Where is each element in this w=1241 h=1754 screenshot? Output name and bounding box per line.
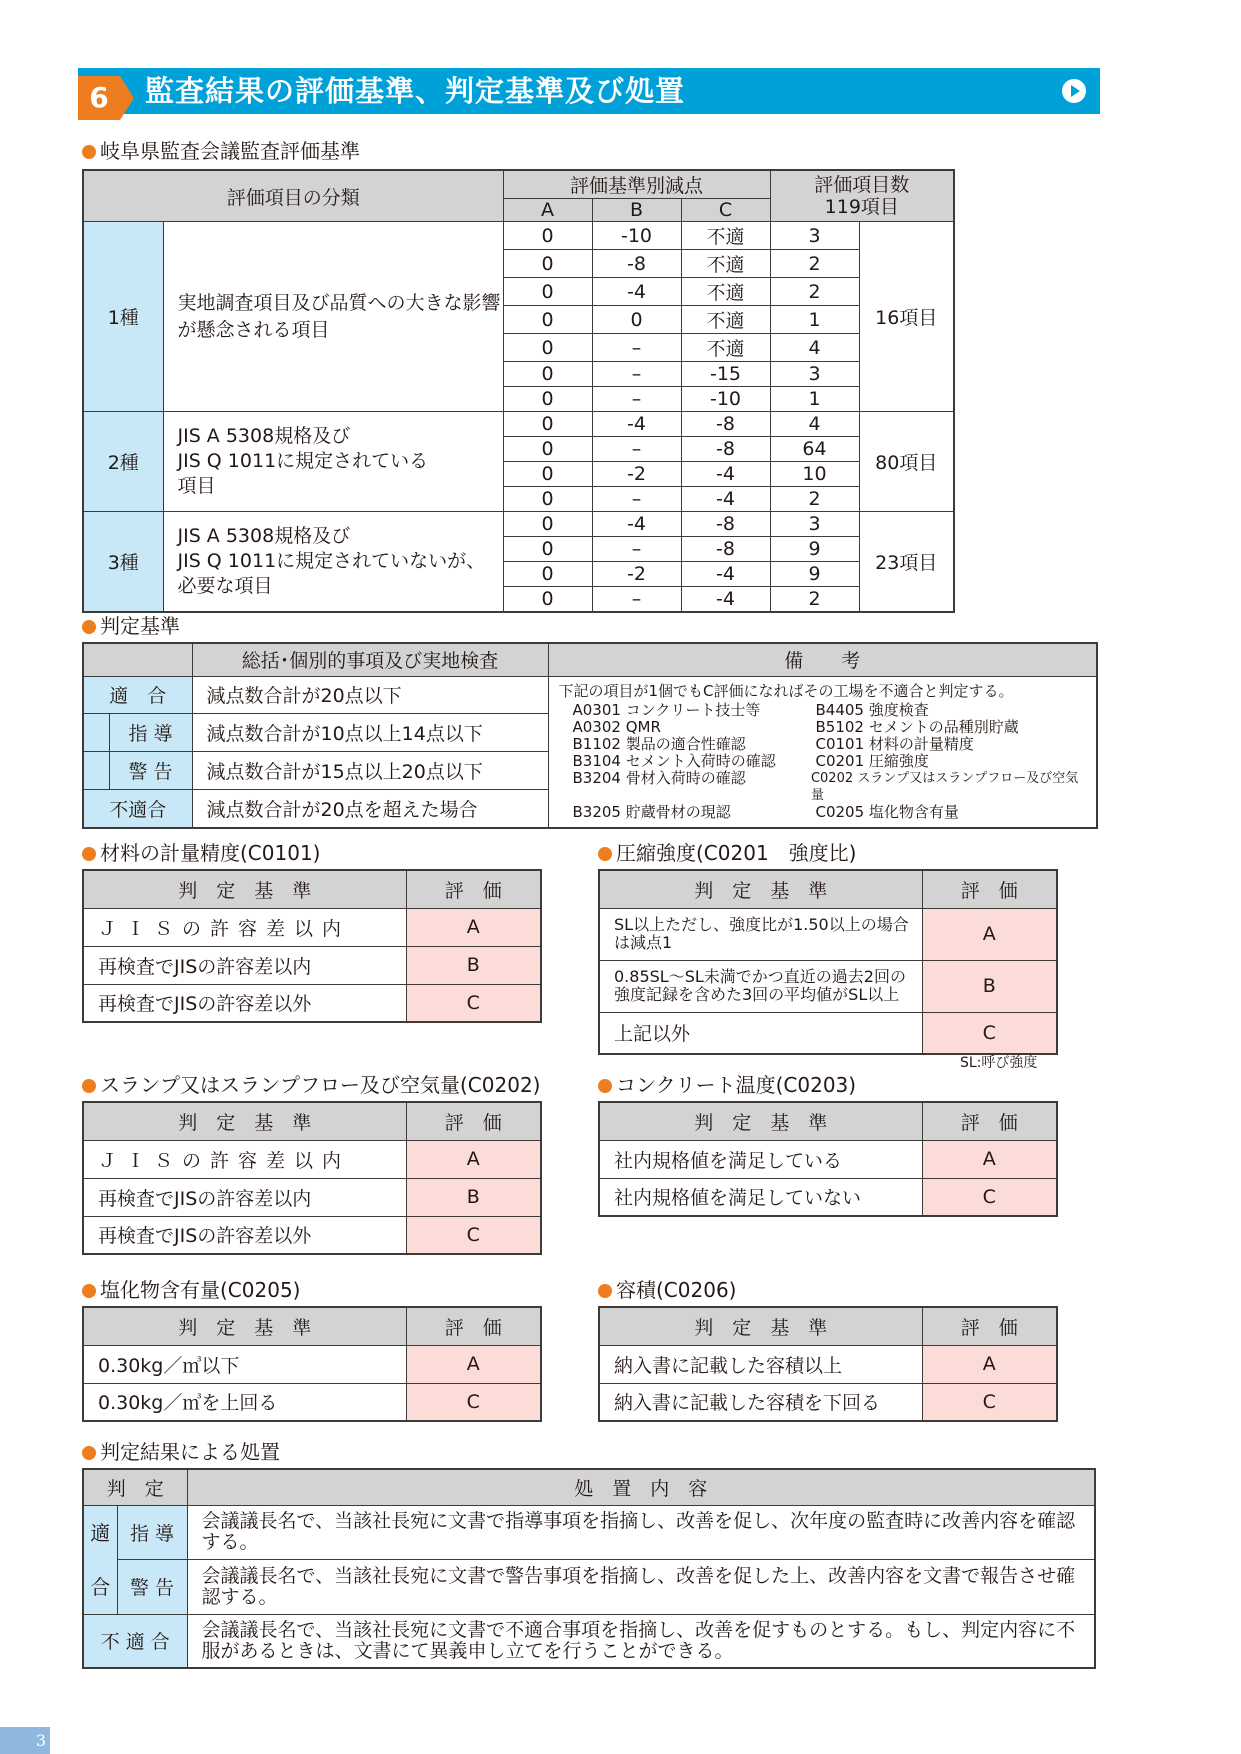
cell-a: 0 — [503, 278, 592, 306]
c0205-heading: 塩化物含有量(C0205) — [82, 1278, 300, 1302]
cell-b: 0 — [592, 306, 681, 334]
cell-count: 9 — [770, 537, 859, 562]
eval-header: 評 価 — [922, 1102, 1057, 1140]
note-item: B3204 骨材入荷時の確認 C0202 スランプ又はスランプフロー及び空気量 — [572, 768, 1079, 803]
cell-count: 2 — [770, 250, 859, 278]
cell-c: -15 — [681, 362, 770, 387]
cell-c: -4 — [681, 562, 770, 587]
cell-a: 0 — [503, 537, 592, 562]
col-count: 評価項目数 119項目 — [770, 170, 954, 222]
criteria-header: 判 定 基 準 — [83, 1307, 406, 1345]
judgement-header-blank — [83, 643, 192, 676]
cell-a: 0 — [503, 437, 592, 462]
eval-cell: C — [922, 1012, 1057, 1054]
cell-a: 0 — [503, 562, 592, 587]
criteria-cell: 再検査でJISの許容差以外 — [83, 1216, 406, 1254]
cell-b: – — [592, 334, 681, 362]
cell-count: 2 — [770, 587, 859, 612]
criteria-cell: 上記以外 — [599, 1012, 922, 1054]
cell-count: 1 — [770, 306, 859, 334]
criteria-header: 判 定 基 準 — [83, 1102, 406, 1140]
cell-b: -2 — [592, 462, 681, 487]
eval-header: 評 価 — [922, 1307, 1057, 1345]
c0202-heading: スランプ又はスランプフロー及び空気量(C0202) — [82, 1073, 540, 1097]
cell-count: 3 — [770, 222, 859, 250]
eval-cell: C — [406, 1383, 541, 1421]
c0206-table — [598, 1306, 1058, 1422]
cell-a: 0 — [503, 462, 592, 487]
cell-b: – — [592, 362, 681, 387]
c0201-table — [598, 869, 1058, 1055]
cell-a: 0 — [503, 587, 592, 612]
action-heading: 判定結果による処置 — [82, 1440, 280, 1464]
group-desc: 実地調査項目及び品質への大きな影響が懸念される項目 — [163, 222, 503, 412]
group-type: 1種 — [83, 222, 163, 412]
cell-count: 3 — [770, 362, 859, 387]
cell-b: – — [592, 587, 681, 612]
c0203-heading: コンクリート温度(C0203) — [598, 1073, 856, 1097]
cell-c: -8 — [681, 537, 770, 562]
judge-label: 指 導 — [109, 714, 192, 752]
action-text: 会議議長名で、当該社長宛に文書で警告事項を指摘し、改善を促した上、改善内容を文書で報告させ確認する。 — [187, 1560, 1095, 1615]
cell-a: 0 — [503, 250, 592, 278]
col-note: 備 考 — [548, 643, 1097, 676]
c0206-heading: 容積(C0206) — [598, 1278, 736, 1302]
criteria-cell: 0.30kg／㎥を上回る — [83, 1383, 406, 1421]
bullet-icon — [82, 1079, 96, 1093]
cell-a: 0 — [503, 487, 592, 512]
cell-c: -4 — [681, 487, 770, 512]
note-intro: 下記の項目が1個でもC評価になればその工場を不適合と判定する。 — [558, 681, 1014, 700]
eval-cell: B — [922, 960, 1057, 1012]
play-icon[interactable] — [1062, 79, 1086, 103]
criteria-header: 判 定 基 準 — [599, 1307, 922, 1345]
section-number-arrow — [120, 76, 134, 120]
cell-b: – — [592, 487, 681, 512]
action-table — [82, 1468, 1096, 1669]
c0101-heading: 材料の計量精度(C0101) — [82, 841, 320, 865]
evaluation-heading: 岐阜県監査会議監査評価基準 — [82, 139, 360, 163]
c0205-table — [82, 1306, 542, 1422]
criteria-cell: ＪＩＳの許容差以内 — [83, 1140, 406, 1178]
criteria-cell: 再検査でJISの許容差以内 — [83, 1178, 406, 1216]
judge-text: 減点数合計が10点以上14点以下 — [192, 714, 548, 752]
c0201-heading: 圧縮強度(C0201 強度比) — [598, 841, 856, 865]
cell-a: 0 — [503, 512, 592, 537]
criteria-cell: 社内規格値を満足していない — [599, 1178, 922, 1216]
group-total: 16項目 — [859, 222, 954, 412]
cell-b: – — [592, 387, 681, 412]
note-item: B1102 製品の適合性確認 C0101 材料の計量精度 — [572, 734, 974, 753]
cell-c: -8 — [681, 512, 770, 537]
page-number: 3 — [0, 1727, 50, 1754]
tekigou-label: 適合 — [83, 1505, 117, 1614]
action-label: 不 適 合 — [83, 1614, 187, 1668]
judge-text: 減点数合計が20点を超えた場合 — [192, 790, 548, 828]
col-content: 処 置 内 容 — [187, 1469, 1095, 1505]
cell-c: 不適 — [681, 306, 770, 334]
cell-a: 0 — [503, 387, 592, 412]
bullet-icon — [82, 847, 96, 861]
col-b: B — [592, 199, 681, 222]
note-item: A0301 コンクリート技士等 B4405 強度検査 — [572, 700, 929, 719]
eval-cell: B — [406, 1178, 541, 1216]
cell-count: 4 — [770, 334, 859, 362]
criteria-cell: 納入書に記載した容積を下回る — [599, 1383, 922, 1421]
group-desc: JIS A 5308規格及び JIS Q 1011に規定されている 項目 — [163, 412, 503, 512]
cell-count: 9 — [770, 562, 859, 587]
indent-cell — [83, 714, 109, 752]
cell-c: -10 — [681, 387, 770, 412]
bullet-icon — [598, 1284, 612, 1298]
cell-c: 不適 — [681, 222, 770, 250]
note-item: A0302 QMR B5102 セメントの品種別貯蔵 — [572, 717, 1019, 736]
evaluation-table — [82, 169, 955, 613]
cell-c: 不適 — [681, 250, 770, 278]
cell-count: 10 — [770, 462, 859, 487]
eval-cell: A — [406, 908, 541, 946]
cell-a: 0 — [503, 412, 592, 437]
cell-b: -4 — [592, 278, 681, 306]
eval-cell: A — [406, 1140, 541, 1178]
col-main: 総括･個別的事項及び実地検査 — [192, 643, 548, 676]
eval-cell: C — [406, 1216, 541, 1254]
cell-count: 1 — [770, 387, 859, 412]
cell-b: -4 — [592, 512, 681, 537]
cell-b: -4 — [592, 412, 681, 437]
bullet-icon — [598, 1079, 612, 1093]
judge-text: 減点数合計が15点以上20点以下 — [192, 752, 548, 790]
eval-header: 評 価 — [406, 870, 541, 908]
criteria-cell: 再検査でJISの許容差以内 — [83, 946, 406, 984]
c0101-table — [82, 869, 542, 1023]
group-type: 3種 — [83, 512, 163, 612]
col-judge: 判 定 — [83, 1469, 187, 1505]
note-item: B3104 セメント入荷時の確認 C0201 圧縮強度 — [572, 751, 929, 770]
cell-c: -8 — [681, 437, 770, 462]
action-text: 会議議長名で、当該社長宛に文書で不適合事項を指摘し、改善を促すものとする。もし、判定内容に不服があるときは、文書にて異義申し立てを行うことができる。 — [187, 1614, 1095, 1668]
criteria-cell: 納入書に記載した容積以上 — [599, 1345, 922, 1383]
criteria-cell: ＪＩＳの許容差以内 — [83, 908, 406, 946]
c0202-table — [82, 1101, 542, 1255]
cell-c: -4 — [681, 587, 770, 612]
cell-a: 0 — [503, 362, 592, 387]
col-a: A — [503, 199, 592, 222]
eval-cell: C — [922, 1178, 1057, 1216]
eval-cell: C — [406, 984, 541, 1022]
criteria-cell: 社内規格値を満足している — [599, 1140, 922, 1178]
eval-header: 評 価 — [922, 870, 1057, 908]
c0203-table — [598, 1101, 1058, 1217]
bullet-icon — [82, 145, 96, 159]
criteria-header: 判 定 基 準 — [83, 870, 406, 908]
eval-cell: C — [922, 1383, 1057, 1421]
judgement-heading: 判定基準 — [82, 614, 180, 638]
bullet-icon — [598, 847, 612, 861]
cell-count: 64 — [770, 437, 859, 462]
cell-a: 0 — [503, 334, 592, 362]
criteria-cell: 0.85SL～SL未満でかつ直近の過去2回の強度記録を含めた3回の平均値がSL以上 — [599, 960, 922, 1012]
eval-header: 評 価 — [406, 1102, 541, 1140]
judge-label: 不適合 — [83, 790, 192, 828]
action-text: 会議議長名で、当該社長宛に文書で指導事項を指摘し、改善を促し、次年度の監査時に改善内容を確認する。 — [187, 1505, 1095, 1560]
col-deduction: 評価基準別減点 — [503, 170, 770, 199]
indent-cell — [83, 752, 109, 790]
col-c: C — [681, 199, 770, 222]
cell-b: -10 — [592, 222, 681, 250]
group-desc: JIS A 5308規格及び JIS Q 1011に規定されていないが、 必要な項目 — [163, 512, 503, 612]
bullet-icon — [82, 620, 96, 634]
cell-count: 3 — [770, 512, 859, 537]
page-title: 監査結果の評価基準、判定基準及び処置 — [145, 74, 686, 108]
eval-cell: A — [922, 1345, 1057, 1383]
cell-c: -8 — [681, 412, 770, 437]
cell-b: – — [592, 437, 681, 462]
action-label: 警 告 — [117, 1560, 187, 1615]
group-total: 80項目 — [859, 412, 954, 512]
group-type: 2種 — [83, 412, 163, 512]
criteria-cell: 再検査でJISの許容差以外 — [83, 984, 406, 1022]
group-total: 23項目 — [859, 512, 954, 612]
judge-text: 減点数合計が20点以下 — [192, 676, 548, 714]
cell-c: -4 — [681, 462, 770, 487]
eval-cell: B — [406, 946, 541, 984]
judge-label: 適 合 — [83, 676, 192, 714]
criteria-header: 判 定 基 準 — [599, 1102, 922, 1140]
cell-a: 0 — [503, 306, 592, 334]
eval-cell: A — [922, 908, 1057, 960]
bullet-icon — [82, 1284, 96, 1298]
section-number: 6 — [78, 76, 120, 120]
judge-label: 警 告 — [109, 752, 192, 790]
note-item: B3205 貯蔵骨材の現認 C0205 塩化物含有量 — [572, 802, 959, 821]
c0201-footnote: SL:呼び強度 — [960, 1055, 1038, 1071]
judgement-table — [82, 642, 1098, 829]
cell-count: 2 — [770, 487, 859, 512]
col-category: 評価項目の分類 — [83, 170, 503, 222]
criteria-header: 判 定 基 準 — [599, 870, 922, 908]
cell-c: 不適 — [681, 334, 770, 362]
judgement-note — [548, 676, 1097, 828]
bullet-icon — [82, 1446, 96, 1460]
cell-b: – — [592, 537, 681, 562]
eval-header: 評 価 — [406, 1307, 541, 1345]
criteria-cell: 0.30kg／㎥以下 — [83, 1345, 406, 1383]
action-label: 指 導 — [117, 1505, 187, 1560]
cell-count: 2 — [770, 278, 859, 306]
eval-cell: A — [406, 1345, 541, 1383]
cell-b: -8 — [592, 250, 681, 278]
cell-b: -2 — [592, 562, 681, 587]
cell-c: 不適 — [681, 278, 770, 306]
cell-a: 0 — [503, 222, 592, 250]
criteria-cell: SL以上ただし、強度比が1.50以上の場合は減点1 — [599, 908, 922, 960]
eval-cell: A — [922, 1140, 1057, 1178]
cell-count: 4 — [770, 412, 859, 437]
